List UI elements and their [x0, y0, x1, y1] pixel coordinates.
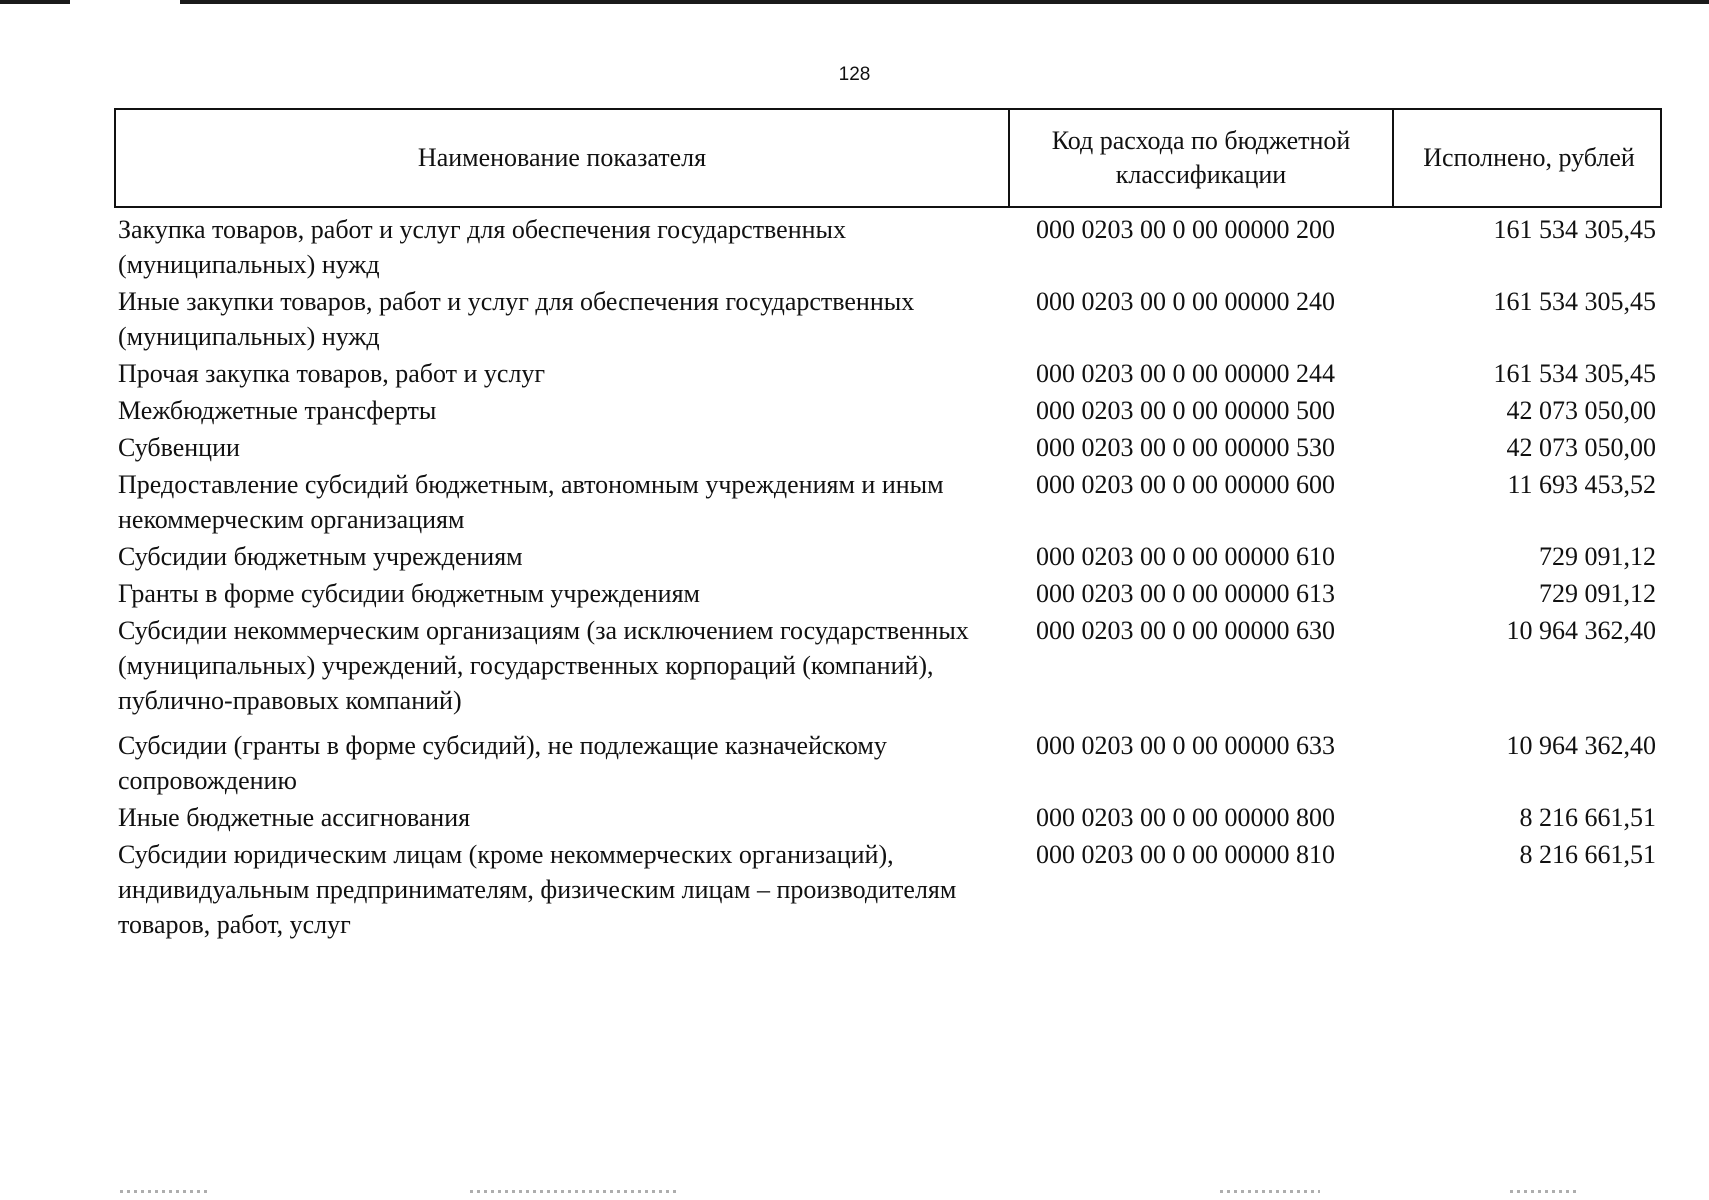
row-code: 000 0203 00 0 00 00000 240 [1036, 287, 1335, 316]
row-code: 000 0203 00 0 00 00000 530 [1036, 433, 1335, 462]
row-name: Субсидии некоммерческим организациям (за исключением государственных (муниципальных) учреждений, государственных корпораций (компаний), публично-правовых компаний) [118, 616, 969, 715]
row-name: Закупка товаров, работ и услуг для обеспечения государственных (муниципальных) нужд [118, 215, 847, 279]
table-row [114, 356, 1662, 391]
table-row [114, 613, 1662, 718]
row-name: Субсидии бюджетным учреждениям [118, 542, 523, 571]
table-row [114, 212, 1662, 282]
row-code: 000 0203 00 0 00 00000 200 [1036, 215, 1335, 244]
table-row [114, 284, 1662, 354]
scan-border-gap [70, 0, 180, 4]
row-code: 000 0203 00 0 00 00000 500 [1036, 396, 1335, 425]
header-code: Код расхода по бюджетной классификации [1008, 110, 1392, 206]
row-code: 000 0203 00 0 00 00000 800 [1036, 803, 1335, 832]
table-row [114, 539, 1662, 574]
header-name: Наименование показателя [417, 143, 707, 172]
row-amount: 729 091,12 [1539, 542, 1656, 571]
row-name: Межбюджетные трансферты [118, 396, 437, 425]
row-name: Иные закупки товаров, работ и услуг для обеспечения государственных (муниципальных) нужд [118, 287, 915, 351]
header-amount: Исполнено, рублей [1392, 110, 1664, 206]
scan-noise-mark [1220, 1190, 1320, 1193]
table-row [114, 837, 1662, 942]
row-amount: 42 073 050,00 [1506, 396, 1656, 425]
scan-border-line [0, 0, 1709, 4]
page-number: 128 [838, 64, 871, 85]
row-code: 000 0203 00 0 00 00000 630 [1036, 616, 1335, 645]
scan-noise-mark [1510, 1190, 1580, 1193]
table-body [114, 212, 1662, 942]
row-code: 000 0203 00 0 00 00000 613 [1036, 579, 1335, 608]
row-code: 000 0203 00 0 00 00000 810 [1036, 840, 1335, 869]
row-name: Предоставление субсидий бюджетным, автономным учреждениям и иным некоммерческим организациям [118, 470, 944, 534]
row-name: Субсидии (гранты в форме субсидий), не подлежащие казначейскому сопровождению [118, 731, 887, 795]
row-amount: 161 534 305,45 [1493, 215, 1656, 244]
row-name: Субвенции [118, 433, 240, 462]
table-row [114, 800, 1662, 835]
scan-noise [0, 1188, 1709, 1196]
row-amount: 161 534 305,45 [1493, 359, 1656, 388]
table-row [114, 576, 1662, 611]
budget-table [114, 108, 1662, 944]
table-row [114, 393, 1662, 428]
row-name: Субсидии юридическим лицам (кроме некоммерческих организаций), индивидуальным предпринимателям, физическим лицам – производителям товаров, работ, услуг [118, 840, 957, 939]
row-amount: 10 964 362,40 [1506, 731, 1656, 760]
table-row [114, 728, 1662, 798]
table-row [114, 467, 1662, 537]
row-amount: 8 216 661,51 [1519, 803, 1656, 832]
row-code: 000 0203 00 0 00 00000 244 [1036, 359, 1335, 388]
row-name: Иные бюджетные ассигнования [118, 803, 471, 832]
scan-noise-mark [470, 1190, 680, 1193]
table-header-row [114, 108, 1662, 208]
row-amount: 729 091,12 [1539, 579, 1656, 608]
table-row [114, 430, 1662, 465]
row-amount: 42 073 050,00 [1506, 433, 1656, 462]
row-amount: 161 534 305,45 [1493, 287, 1656, 316]
row-code: 000 0203 00 0 00 00000 633 [1036, 731, 1335, 760]
row-amount: 8 216 661,51 [1519, 840, 1656, 869]
row-amount: 10 964 362,40 [1506, 616, 1656, 645]
row-name: Гранты в форме субсидии бюджетным учреждениям [118, 579, 701, 608]
scan-noise-mark [120, 1190, 210, 1193]
row-code: 000 0203 00 0 00 00000 610 [1036, 542, 1335, 571]
row-amount: 11 693 453,52 [1507, 470, 1656, 499]
row-name: Прочая закупка товаров, работ и услуг [118, 359, 546, 388]
row-code: 000 0203 00 0 00 00000 600 [1036, 470, 1335, 499]
